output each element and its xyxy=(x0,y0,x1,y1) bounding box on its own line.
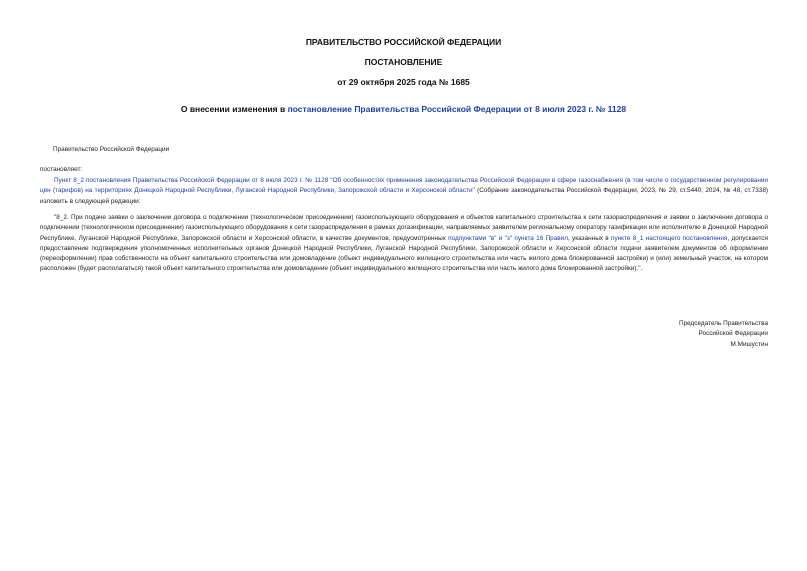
item-8-1-link[interactable]: пункте 8_1 настоящего постановления xyxy=(611,234,728,242)
signature-block xyxy=(568,319,768,350)
decides-text: постановляет: xyxy=(40,166,83,173)
quote-text-part2: , указанных в xyxy=(567,234,611,242)
item-rest-text: (Собрание законодательства Российской Федерации, 2023, № 29, ст.5440; 2024, № 48, ст.7338) изложить в следующей редакции: xyxy=(40,187,768,205)
item-8-2-link[interactable]: Пункт 8_2 постановления Правительства Российской Федерации от 8 июля 2023 г. № 1128 "Об особенностях применения законодательства Российской Федерации в сфере газоснабжения (в том числе о государственном регулировании цен (тарифов) на территориях Донецкой Народной Республики, Луганской Народной Республики, Запорожской области и Херсонской области" xyxy=(40,177,768,195)
rules-subitems-link[interactable]: подпунктами "в" и "з" пункта 16 Правил xyxy=(448,234,568,242)
amended-resolution-link[interactable]: постановление Правительства Российской Федерации от 8 июля 2023 г. № 1128 xyxy=(287,104,627,114)
signature-name: М.Мишустин xyxy=(730,340,768,348)
government-heading: ПРАВИТЕЛЬСТВО РОССИЙСКОЙ ФЕДЕРАЦИИ xyxy=(305,37,502,47)
quote-text-part3: , допускается предоставление подтверждения уполномоченных исполнительных органов Донецкой Народной Республики, Луганской Народной Республики, Запорожской области и Херсонской области подачи заявителем документов об оформлении (переоформлении) прав собственности на объект капитального строительства или домовладение (объект индивидуального жилищного строительства или часть жилого дома блокированной застройки) и (или) земельный участок, на котором расположен (будет располагаться) такой объект капитального строительства или домовладение (объект индивидуального жилищного строительства или часть жилого дома блокированной застройки).". xyxy=(40,234,768,273)
document-title-prefix: О внесении изменения в xyxy=(180,104,288,114)
quote-text-part1: "8_2. При подаче заявки о заключении договора о подключении (технологическом присоединении) газоиспользующего оборудования и объектов капитального строительства к сети газораспределения и заявки о заключении договора о подключении (технологическом присоединении) газоиспользующего оборудования к сети газораспределения в рамках догазификации, направляемых заявителем региональному оператору газификации или исполнителю в Донецкой Народной Республике, Луганской Народной Республике, Запорожской области и Херсонской области, в качестве документов, предусмотренных xyxy=(40,214,768,242)
doc-type-heading: ПОСТАНОВЛЕНИЕ xyxy=(364,57,443,67)
document-title xyxy=(60,104,747,114)
date-number-heading: от 29 октября 2025 года № 1685 xyxy=(337,77,470,87)
signature-country: Российской Федерации xyxy=(698,330,768,338)
amendment-paragraph xyxy=(40,176,768,207)
new-wording-paragraph xyxy=(40,213,768,275)
signature-position: Председатель Правительства xyxy=(679,320,768,327)
intro-text: Правительство Российской Федерации xyxy=(53,146,170,153)
